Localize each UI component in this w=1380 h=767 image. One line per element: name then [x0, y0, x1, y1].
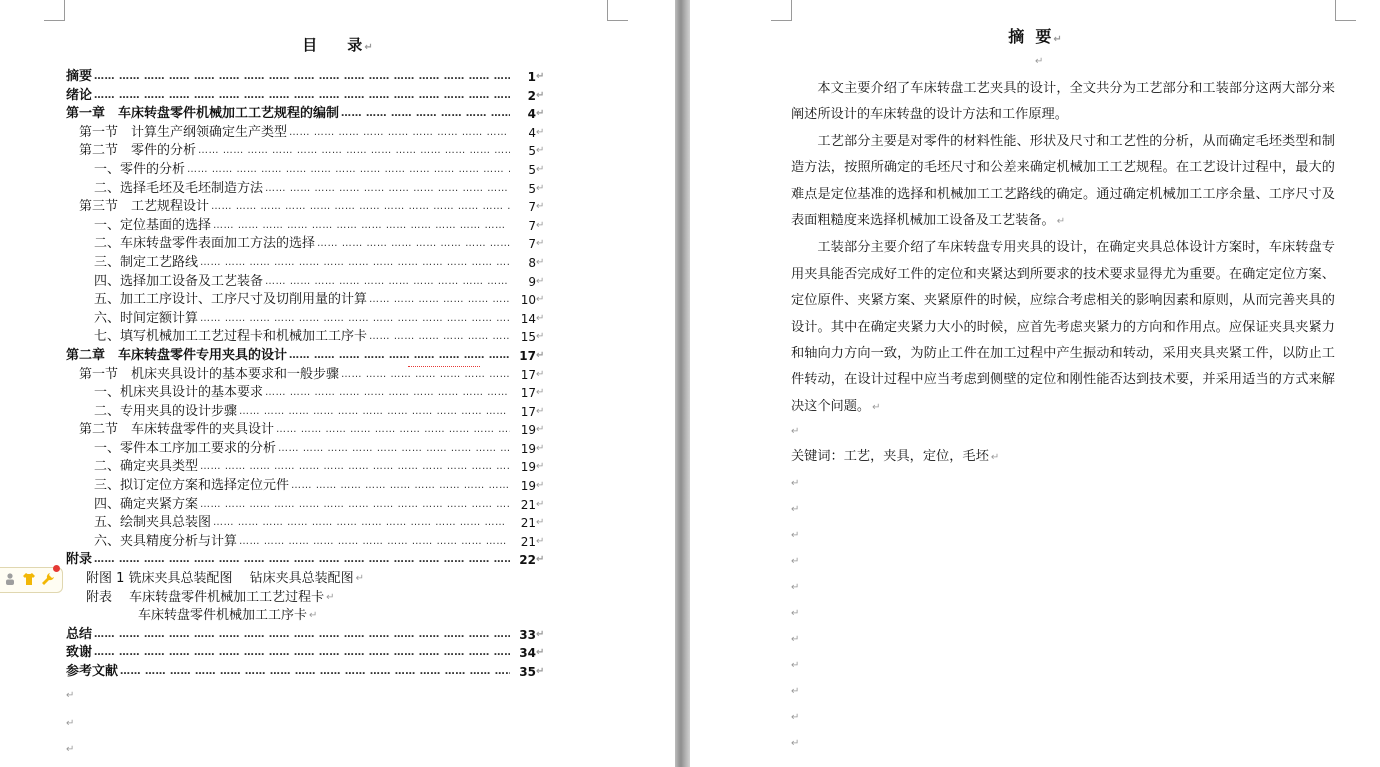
toc-leader-dots	[289, 124, 510, 143]
toc-leader-dots	[239, 403, 510, 422]
paragraph-mark: ↵	[536, 461, 545, 473]
paragraph-mark: ↵	[536, 387, 545, 399]
paragraph-mark: ↵	[536, 498, 545, 510]
abstract-title: 摘 要 ↵	[1008, 27, 1062, 46]
toc-entry[interactable]	[66, 589, 546, 608]
toc-page-number: 4	[527, 107, 536, 122]
paragraph-mark: ↵	[536, 145, 545, 157]
toc-leader-dots	[120, 663, 510, 682]
toc-entry[interactable]	[66, 644, 546, 663]
paragraph-mark: ↵	[536, 331, 545, 343]
paragraph-mark: ↵	[536, 666, 545, 677]
paragraph-mark: ↵	[536, 71, 545, 82]
paragraph-mark: ↵	[536, 349, 545, 361]
toc-leader-dots	[211, 198, 510, 217]
toc-entry[interactable]	[66, 477, 546, 496]
paragraph-mark: ↵	[536, 442, 545, 454]
empty-paragraph: ↵	[791, 582, 800, 593]
paragraph-mark: ↵	[536, 424, 545, 436]
toc-leader-dots	[198, 142, 510, 161]
toc-entry[interactable]	[66, 626, 546, 645]
toc-list	[66, 68, 546, 682]
floating-toolbar[interactable]	[0, 567, 63, 593]
toc-entry-label: 二、车床转盘零件表面加工方法的选择	[94, 236, 316, 252]
toc-page-number: 7	[528, 218, 536, 233]
toc-leader-dots	[213, 514, 510, 533]
shirt-icon[interactable]	[21, 572, 37, 588]
toc-entry-label: 第二节 车床转盘零件的夹具设计	[79, 422, 275, 438]
toc-page-number: 17	[520, 386, 536, 401]
toc-entry-label: 二、选择毛坯及毛坯制造方法	[94, 180, 264, 196]
toc-page-number: 10	[520, 293, 536, 308]
toc-page-number: 19	[520, 441, 536, 456]
toc-page-number: 21	[520, 516, 536, 531]
paragraph-mark: ↵	[536, 368, 545, 380]
spelling-underline	[408, 363, 480, 367]
toc-page-number: 1	[527, 70, 536, 84]
page-table-of-contents[interactable]	[0, 0, 675, 767]
toc-leader-dots	[94, 551, 510, 570]
empty-paragraph: ↵	[791, 712, 800, 723]
toc-entry-label: 一、机床夹具设计的基本要求	[94, 385, 264, 401]
toc-entry-label: 绪论	[66, 87, 93, 103]
toc-entry[interactable]	[66, 291, 546, 310]
paragraph-mark: ↵	[536, 219, 545, 231]
toc-entry-label: 一、零件的分析	[94, 161, 186, 177]
toc-page-number: 7	[528, 200, 536, 215]
toc-entry-label: 三、拟订定位方案和选择定位元件	[94, 478, 290, 494]
toc-leader-dots	[369, 291, 510, 310]
toc-entry[interactable]	[66, 273, 546, 292]
toc-entry[interactable]	[66, 570, 546, 589]
toc-leader-dots	[94, 644, 510, 663]
empty-paragraph: ↵	[791, 556, 800, 567]
toc-entry-label: 一、零件本工序加工要求的分析	[94, 440, 277, 456]
toc-entry-label: 第二节 零件的分析	[79, 143, 197, 159]
empty-paragraph: ↵	[791, 686, 800, 697]
toc-entry[interactable]	[66, 328, 546, 347]
toc-leader-dots	[291, 477, 510, 496]
toc-page-number: 34	[519, 646, 536, 661]
crop-mark-top-left	[771, 0, 792, 21]
toc-entry[interactable]	[66, 142, 546, 161]
toc-entry-label: 六、时间定额计算	[94, 310, 199, 326]
toc-page-number: 35	[519, 665, 536, 679]
paragraph-mark: ↵	[536, 275, 545, 287]
toc-leader-dots	[200, 458, 510, 477]
toc-page-number: 8	[528, 255, 536, 270]
toc-entry[interactable]	[66, 421, 546, 440]
paragraph-mark: ↵	[536, 238, 545, 250]
empty-paragraph: ↵	[1035, 56, 1044, 67]
toc-entry[interactable]	[66, 514, 546, 533]
paragraph-mark: ↵	[355, 573, 365, 585]
toc-entry[interactable]	[66, 551, 546, 570]
toc-leader-dots	[94, 87, 510, 106]
toc-page-number: 17	[520, 404, 536, 419]
empty-paragraph: ↵	[791, 530, 800, 541]
paragraph-mark: ↵	[536, 480, 545, 492]
toc-leader-dots	[265, 180, 510, 199]
toc-page-number: 2	[527, 88, 536, 103]
toc-entry[interactable]	[66, 217, 546, 236]
toc-entry[interactable]	[66, 458, 546, 477]
empty-paragraph: ↵	[791, 608, 800, 619]
empty-paragraph: ↵	[791, 660, 800, 671]
paragraph-mark: ↵	[536, 201, 545, 213]
toc-entry-label: 致谢	[66, 645, 93, 661]
page-abstract[interactable]	[690, 0, 1380, 767]
toc-leader-dots	[187, 161, 510, 180]
toc-entry[interactable]	[66, 440, 546, 459]
toc-page-number: 19	[520, 423, 536, 438]
toc-leader-dots	[213, 217, 510, 236]
toc-title: 目 录 ↵	[302, 36, 373, 54]
toc-entry[interactable]	[66, 124, 546, 143]
toc-entry[interactable]	[66, 384, 546, 403]
toc-entry-label: 二、专用夹具的设计步骤	[94, 403, 238, 419]
toc-entry[interactable]	[66, 235, 546, 254]
empty-paragraph: ↵	[791, 478, 800, 489]
toc-entry[interactable]	[66, 310, 546, 329]
toc-entry-label: 附录	[66, 552, 93, 568]
toc-page-number: 17	[520, 367, 536, 382]
paragraph-mark: ↵	[536, 554, 545, 566]
paragraph-mark: ↵	[536, 405, 545, 417]
toc-page-number: 19	[520, 479, 536, 494]
toc-entry-label: 六、夹具精度分析与计算	[94, 533, 238, 549]
toc-page-number: 33	[519, 627, 536, 642]
wrench-icon[interactable]	[40, 572, 56, 588]
crop-mark-top-right	[607, 0, 628, 21]
toc-entry-label: 三、制定工艺路线	[94, 254, 199, 270]
toc-leader-dots	[265, 273, 510, 292]
toc-entry-label: 五、绘制夹具总装图	[94, 515, 212, 531]
toc-page-number: 15	[520, 330, 536, 345]
toc-entry[interactable]	[66, 254, 546, 273]
empty-paragraph: ↵	[791, 504, 800, 515]
toc-leader-dots	[265, 384, 510, 403]
paragraph-mark: ↵	[536, 182, 545, 194]
toc-page-number: 4	[528, 125, 536, 140]
crop-mark-top-left	[44, 0, 65, 21]
paragraph-mark: ↵	[536, 647, 545, 659]
paragraph-mark: ↵	[536, 126, 545, 138]
toc-entry-label: 附表 车床转盘零件机械加工工艺过程卡	[86, 589, 325, 605]
toc-entry[interactable]	[66, 533, 546, 552]
toc-entry-label: 摘要	[66, 69, 93, 84]
toc-entry-label: 四、选择加工设备及工艺装备	[94, 273, 264, 289]
toc-entry[interactable]	[66, 403, 546, 422]
toc-page-number: 21	[520, 497, 536, 512]
toc-page-number: 14	[520, 311, 536, 326]
toc-entry-label: 车床转盘零件机械加工工序卡	[138, 608, 308, 624]
toc-entry[interactable]	[66, 180, 546, 199]
toc-entry[interactable]	[66, 663, 546, 682]
paragraph-mark: ↵	[536, 89, 545, 101]
toc-entry-label: 第一章 车床转盘零件机械加工工艺规程的编制	[66, 106, 340, 122]
toc-leader-dots	[341, 366, 510, 385]
toc-page-number: 9	[528, 274, 536, 289]
toc-page-number: 7	[528, 237, 536, 252]
toc-entry-label: 参考文献	[66, 664, 119, 679]
person-icon[interactable]	[2, 572, 18, 588]
toc-entry[interactable]	[66, 607, 546, 626]
toc-leader-dots	[369, 328, 510, 347]
toc-entry[interactable]	[66, 496, 546, 515]
toc-leader-dots	[200, 310, 510, 329]
toc-entry-label: 一、定位基面的选择	[94, 217, 212, 233]
toc-entry-label: 第二章 车床转盘零件专用夹具的设计	[66, 347, 288, 363]
toc-leader-dots	[200, 254, 510, 273]
toc-entry-label: 二、确定夹具类型	[94, 459, 199, 475]
toc-entry-label: 第三节 工艺规程设计	[79, 199, 210, 215]
empty-paragraph: ↵	[791, 634, 800, 645]
toc-entry[interactable]	[66, 105, 546, 124]
toc-entry[interactable]	[66, 198, 546, 217]
toc-leader-dots	[276, 421, 510, 440]
toc-page-number: 5	[528, 144, 536, 159]
abstract-paragraph: 工艺部分主要是对零件的材料性能、形状及尺寸和工艺性的分析，从而确定毛坯类型和制造方法，按照所确定的毛坯尺寸和公差来确定机械加工工艺规程。在工艺设计过程中，最大的难点是定位基准的选择和机械加工工艺路线的确定。通过确定机械加工工序余量、工序尺寸及表面粗糙度来选择机械加工设备及工艺装备。 ↵	[791, 133, 1335, 229]
toc-leader-dots	[239, 533, 510, 552]
paragraph-mark: ↵	[309, 610, 318, 622]
toc-entry[interactable]	[66, 68, 546, 87]
paragraph-mark: ↵	[536, 535, 545, 547]
paragraph-mark: ↵	[536, 256, 545, 268]
toc-leader-dots	[94, 68, 510, 87]
empty-paragraph: ↵	[791, 426, 800, 437]
abstract-paragraph: 本文主要介绍了车床转盘工艺夹具的设计，全文共分为工艺部分和工装部分这两大部分来阐述所设计的车床转盘的设计方法和工作原理。	[791, 81, 1335, 123]
paragraph-mark: ↵	[536, 294, 545, 306]
toc-leader-dots	[317, 235, 510, 254]
notification-badge	[53, 565, 60, 572]
empty-paragraph: ↵	[66, 744, 75, 755]
paragraph-mark: ↵	[536, 163, 545, 175]
page-gutter	[675, 0, 690, 767]
toc-entry-label: 附图 1 铣床夹具总装配图 钻床夹具总装配图	[86, 571, 354, 587]
empty-paragraph: ↵	[66, 718, 75, 729]
keywords-line: 关键词：工艺，夹具，定位，毛坯 ↵	[791, 449, 1000, 464]
toc-entry-label: 总结	[66, 626, 93, 642]
toc-page-number: 17	[519, 348, 536, 363]
abstract-body	[791, 76, 1335, 421]
toc-page-number: 22	[519, 553, 536, 568]
toc-page-number: 5	[528, 181, 536, 196]
toc-page-number: 5	[528, 162, 536, 177]
toc-entry[interactable]	[66, 87, 546, 106]
toc-entry-label: 五、加工工序设计、工序尺寸及切削用量的计算	[94, 292, 368, 308]
empty-paragraph: ↵	[66, 690, 75, 701]
toc-entry-label: 第一节 机床夹具设计的基本要求和一般步骤	[79, 366, 340, 382]
paragraph-mark: ↵	[536, 517, 545, 529]
paragraph-mark: ↵	[536, 312, 545, 324]
toc-page-number: 21	[520, 534, 536, 549]
crop-mark-top-right	[1335, 0, 1356, 21]
toc-entry[interactable]	[66, 366, 546, 385]
toc-leader-dots	[278, 440, 510, 459]
toc-entry[interactable]	[66, 161, 546, 180]
toc-leader-dots	[341, 105, 510, 124]
empty-paragraph: ↵	[791, 738, 800, 749]
toc-leader-dots	[94, 626, 510, 645]
paragraph-mark: ↵	[536, 108, 545, 120]
paragraph-mark: ↵	[536, 628, 545, 640]
toc-entry-label: 四、确定夹紧方案	[94, 496, 199, 512]
toc-page-number: 19	[520, 460, 536, 475]
toc-leader-dots	[200, 496, 510, 515]
toc-entry-label: 七、填写机械加工工艺过程卡和机械加工工序卡	[94, 329, 368, 345]
paragraph-mark: ↵	[326, 591, 335, 603]
toc-entry-label: 第一节 计算生产纲领确定生产类型	[79, 124, 288, 140]
abstract-paragraph: 工装部分主要介绍了车床转盘专用夹具的设计，在确定夹具总体设计方案时，车床转盘专用夹具能否完成好工件的定位和夹紧达到所要求的技术要求显得尤为重要。在确定定位方案、定位原件、夹紧方案、夹紧原件的时候，应综合考虑相关的影响因素和原则，从而完善夹具的设计。其中在确定夹紧力大小的时候，应首先考虑夹紧力的方向和作用点。应保证夹具夹紧力和轴向力方向一致，为防止工件在加工过程中产生振动和转动，采用夹具夹紧工件，以防止工件转动，在设计过程中应当考虑到侧壁的定位和刚性能否达到技术要，并采用适当的方式来解决这个问题。 ↵	[791, 240, 1335, 414]
